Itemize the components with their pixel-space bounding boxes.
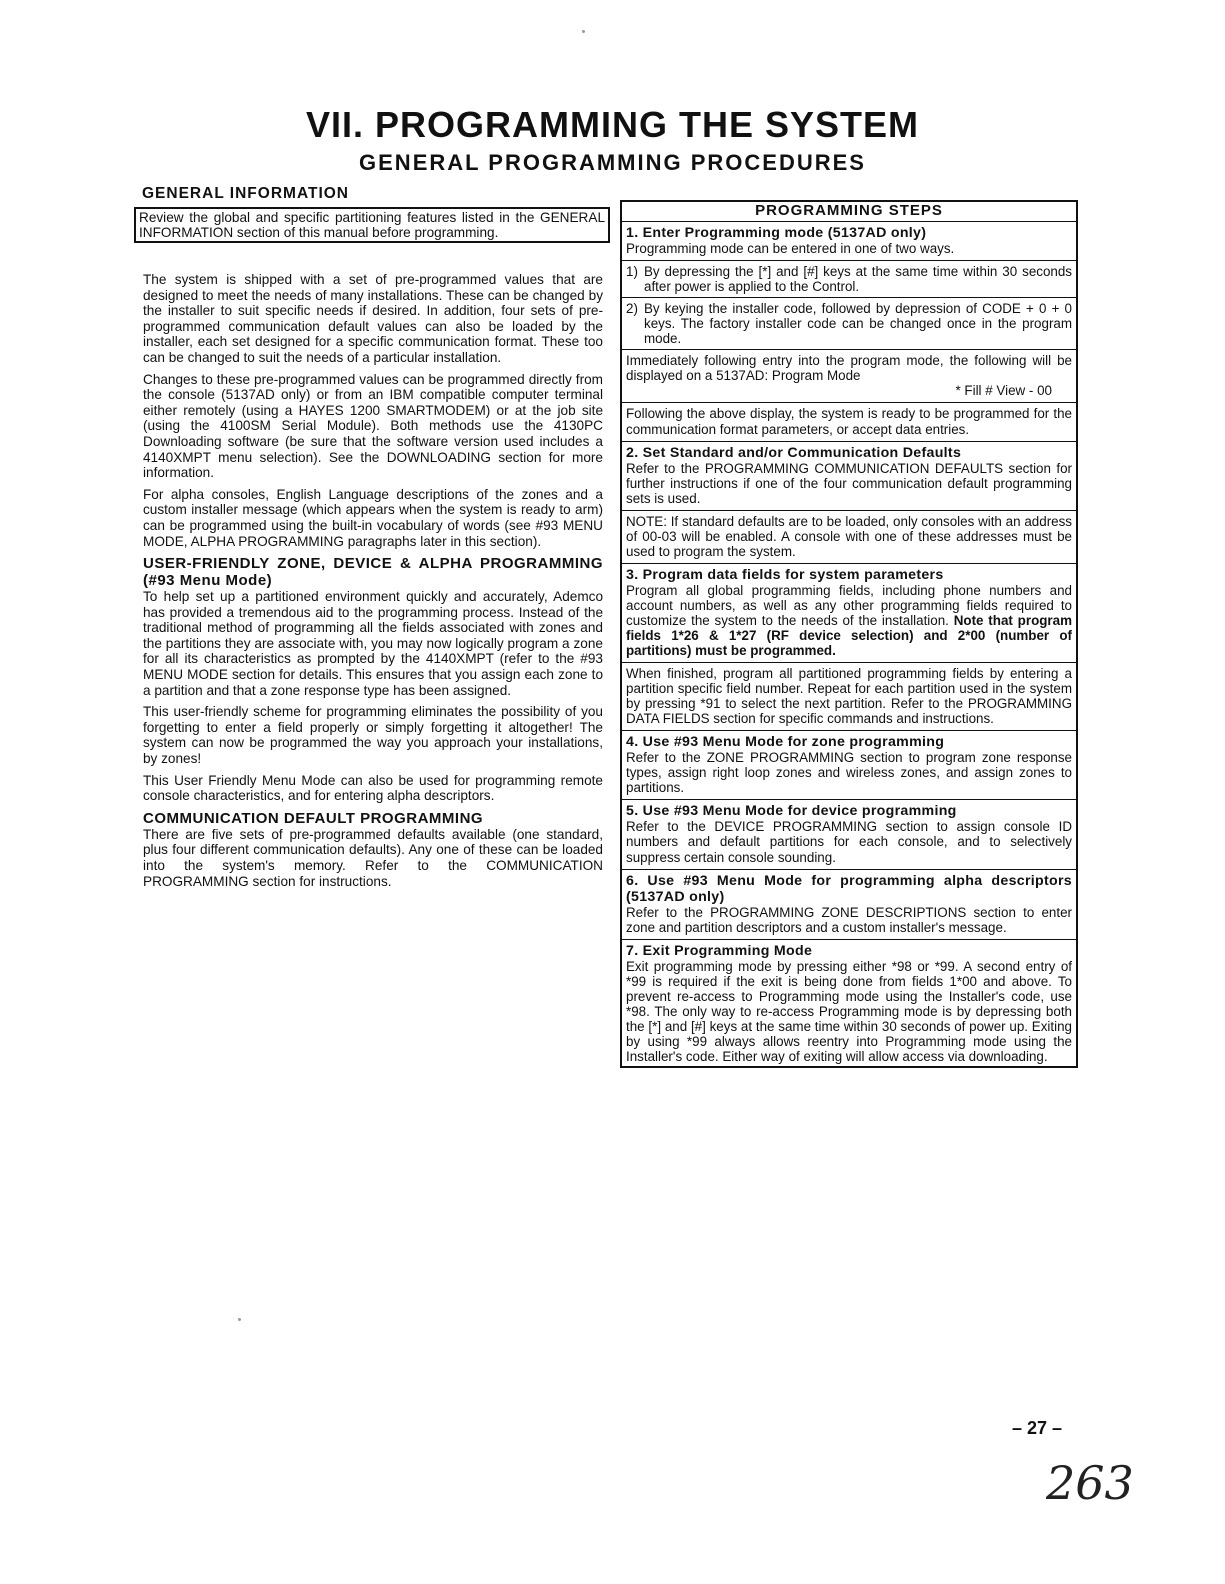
page-number: – 27 – [1012, 1418, 1063, 1438]
divider [622, 260, 1076, 261]
section-heading-general: GENERAL INFORMATION [142, 185, 350, 202]
option-text: By keying the installer code, followed by depression of CODE + 0 + 0 keys. The factory installer code can be changed once in the program mode. [644, 301, 1072, 347]
paragraph-changes: Changes to these pre-programmed values can be programmed directly from the console (5137AD only) or from an IBM compatible computer terminal either remotely (using a HAYES 1200 SMARTMODEM) or at the job site (using the 4100SM Serial Module). Both methods use the 4130PC Downloading software (be sure that the software version used includes a 4140XMPT menu selection). See the DOWNLOADING section for more information. [143, 371, 603, 481]
step-2-note: NOTE: If standard defaults are to be loaded, only consoles with an address of 00-03 will be enabled. A console with one of these addresses must be used to program the system. [626, 513, 1072, 559]
divider [622, 730, 1076, 731]
divider [622, 349, 1076, 350]
step-2-heading: 2. Set Standard and/or Communication Defaults [626, 444, 962, 461]
step-7-heading: 7. Exit Programming Mode [626, 942, 813, 959]
handwritten-page-number: 263 [1046, 1456, 1134, 1510]
heading-user-friendly: USER-FRIENDLY ZONE, DEVICE & ALPHA PROGRAMMING (#93 Menu Mode) [143, 555, 603, 590]
steps-title: PROGRAMMING STEPS [755, 202, 943, 219]
step-3-heading: 3. Program data fields for system parameters [626, 566, 944, 583]
option-text: By depressing the [*] and [#] keys at the same time within 30 seconds after power is applied to the Control. [644, 264, 1072, 295]
left-column [143, 272, 603, 895]
paragraph-defaults: The system is shipped with a set of pre-programmed values that are designed to meet the needs of many installations. These can be changed by the installer to suit specific needs if desired. In addition, four sets of pre-programmed communication default values can also be loaded by the installer, each set designed for a specific communication format. These too can be changed to suit the needs of a particular installation. [143, 272, 603, 365]
step-3-text [626, 583, 1072, 658]
step-5-heading: 5. Use #93 Menu Mode for device programming [626, 803, 957, 820]
divider [622, 869, 1076, 870]
step-4-heading: 4. Use #93 Menu Mode for zone programming [626, 734, 945, 751]
page-title: VII. PROGRAMMING THE SYSTEM [305, 104, 920, 145]
divider [622, 799, 1076, 800]
step-1-following-text: Following the above display, the system is ready to be programmed for the communication format parameters, or accept data entries. [626, 406, 1072, 437]
paragraph-comm-default: There are five sets of pre-programmed defaults available (one standard, plus four different communication defaults). Any one of these can be loaded into the system's memory. Refer to the COMMUNICATION PROGRAMMING section for instructions. [143, 826, 603, 889]
scan-speck [238, 1318, 241, 1321]
step-1-option-2 [626, 301, 1072, 346]
step-2-text: Refer to the PROGRAMMING COMMUNICATION DEFAULTS section for further instructions if one of the four communication default programming sets is used. [626, 460, 1072, 506]
step-7-text: Exit programming mode by pressing either *98 or *99. A second entry of *99 is required if the exit is being done from fields 1*00 and above. To prevent re-access to Programming mode using the Installer's code, use *98. The only way to re-access Programming mode is by depressing both the [*] and [#] keys at the same time within 30 seconds of power up. Exiting by using *99 always allows reentry into Programming mode using the Installer's code. Either way of exiting will allow access via downloading. [626, 958, 1072, 1064]
heading-comm-default: COMMUNICATION DEFAULT PROGRAMMING [143, 809, 484, 827]
divider [622, 662, 1076, 663]
step-6-heading: 6. Use #93 Menu Mode for programming alpha descriptors (5137AD only) [626, 872, 1072, 905]
divider [622, 441, 1076, 442]
divider [622, 510, 1076, 511]
page-subtitle: GENERAL PROGRAMMING PROCEDURES [359, 150, 866, 175]
step-1-display-text: Immediately following entry into the program mode, the following will be displayed on a 5137AD: Program Mode [626, 353, 1072, 384]
step-1-display-line: * Fill # View - 00 [955, 383, 1052, 399]
step-1-option-1 [626, 264, 1072, 294]
divider [622, 563, 1076, 564]
step-4-text: Refer to the ZONE PROGRAMMING section to program zone response types, assign right loop zones and wireless zones, and assign zones to partitions. [626, 750, 1072, 796]
paragraph-menu-mode: This User Friendly Menu Mode can also be used for programming remote console characteristics, and for entering alpha descriptors. [143, 772, 603, 804]
divider [622, 297, 1076, 298]
step-1-text: Programming mode can be entered in one of two ways. [626, 241, 955, 257]
paragraph-scheme: This user-friendly scheme for programming eliminates the possibility of you forgetting to enter a field properly or simply forgetting it altogether! The system can now be programmed the way you approach your installations, by zones! [143, 704, 603, 767]
divider [622, 402, 1076, 403]
step-1-heading: 1. Enter Programming mode (5137AD only) [626, 225, 927, 242]
step-3-text-plain: Program all global programming fields, including phone numbers and account numbers, as well as any other programming fields required to customize the system to the needs of the installation. [626, 582, 1072, 628]
paragraph-partitioned: To help set up a partitioned environment quickly and accurately, Ademco has provided a tremendous aid to the programming process. Instead of the traditional method of programming all the fields associated with zones and the partitions they are associate with, you may now logically program a zone for all its characteristics as prompted by the 4140XMPT (refer to the #93 MENU MODE section for details. This ensures that you assign each zone to a partition and that a zone response type has been assigned. [143, 589, 603, 698]
step-5-text: Refer to the DEVICE PROGRAMMING section to assign console ID numbers and default partitions for each console, and to selectively suppress certain console sounding. [626, 819, 1072, 865]
review-note-box: Review the global and specific partitioning features listed in the GENERAL INFORMATION section of this manual before programming. [134, 207, 610, 243]
option-number: 2) [626, 301, 638, 317]
paragraph-alpha: For alpha consoles, English Language descriptions of the zones and a custom installer message (which appears when the system is ready to arm) can be programmed using the built-in vocabulary of words (see #93 MENU MODE, ALPHA PROGRAMMING paragraphs later in this section). [143, 486, 603, 549]
divider [622, 221, 1076, 222]
divider [622, 939, 1076, 940]
step-3-text-bold: Note that program fields 1*26 & 1*27 (RF device selection) and 2*00 (number of partitions) must be programmed. [626, 612, 1072, 659]
step-6-text: Refer to the PROGRAMMING ZONE DESCRIPTIONS section to enter zone and partition descriptors and a custom installer's message. [626, 904, 1072, 935]
scan-speck [582, 30, 585, 33]
programming-steps-box [620, 200, 1078, 1068]
step-3-text-2: When finished, program all partitioned programming fields by entering a partition specific field number. Repeat for each partition used in the system by pressing *91 to select the next partition. Refer to the PROGRAMMING DATA FIELDS section for specific commands and instructions. [626, 666, 1072, 727]
option-number: 1) [626, 264, 638, 280]
